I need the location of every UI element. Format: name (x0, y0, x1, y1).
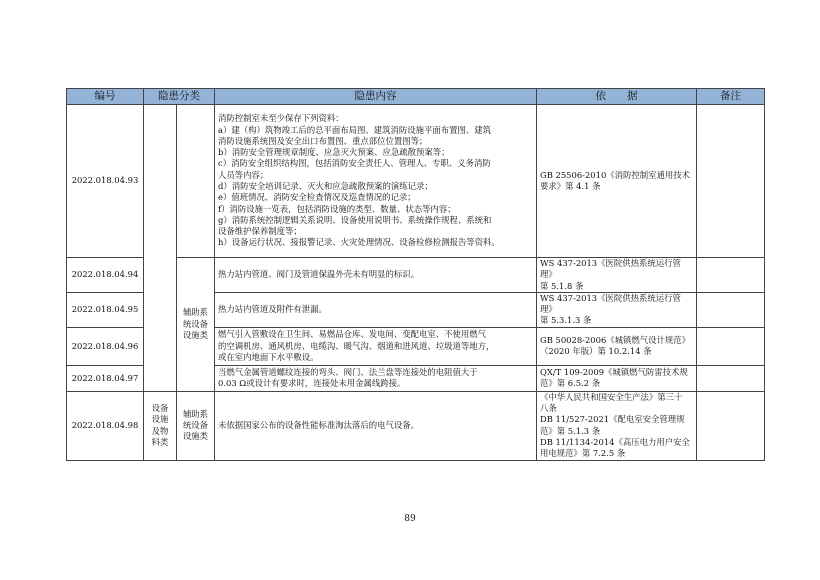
remarks-cell (697, 105, 765, 258)
hazard-content: 热力站内管道、阀门及管道保温外壳未有明显的标识。 (215, 258, 537, 293)
subcategory-cell: 辅助系 统设备 设施类 (177, 258, 215, 392)
header-content: 隐患内容 (215, 89, 537, 105)
category-cell: 设备 设施 及物 料类 (144, 391, 177, 460)
table-row (67, 391, 765, 460)
row-number: 2022.018.04.96 (67, 327, 144, 365)
table-row (67, 105, 765, 258)
hazard-table (66, 88, 765, 461)
row-number: 2022.018.04.94 (67, 258, 144, 293)
row-number: 2022.018.04.95 (67, 292, 144, 327)
page-number: 89 (404, 514, 416, 524)
remarks-cell (697, 327, 765, 365)
remarks-cell (697, 292, 765, 327)
header-remarks: 备注 (697, 89, 765, 105)
row-number: 2022.018.04.93 (67, 105, 144, 258)
category-cell-empty (144, 105, 177, 392)
basis-cell: GB 25506-2010《消防控制室通用技术 要求》第 4.1 条 (537, 105, 697, 258)
hazard-content: 消防控制室未至少保存下列资料： a）建（构）筑物竣工后的总平面布局图、建筑消防设施平面布置图、建筑 消防设施系统图及安全出口布置图、重点部位位置图等； b）消防安全管理规章制度、应急灭火预案、应急疏散预案等； c）消防安全组织结构图，包括消防安全责任人、管理人、专职、义务消防 人员等内容； d）消防安全培训记录、灭火和应急疏散预案的演练记录； e）值班情况、消防安全检查情况及巡查情况的记录； f）消防设施一览表，包括消防设施的类型、数量、状态等内容； g）消防系统控制逻辑关系说明、设备使用说明书、系统操作规程、系统和 设备维护保养制度等； h）设备运行状况、接报警记录、火灾处理情况、设备检修检测报告等资料。 (215, 105, 537, 258)
header-number: 编号 (67, 89, 144, 105)
row-number: 2022.018.04.98 (67, 391, 144, 460)
remarks-cell (697, 365, 765, 391)
remarks-cell (697, 391, 765, 460)
remarks-cell (697, 258, 765, 293)
basis-cell: WS 437-2013《医院供热系统运行管理》 第 5.1.8 条 (537, 258, 697, 293)
hazard-content: 当燃气金属管道螺纹连接的弯头、阀门、法兰盘等连接处的电阻值大于 0.03 Ω或设计有要求时，连接处未用金属线跨接。 (215, 365, 537, 391)
row-number: 2022.018.04.97 (67, 365, 144, 391)
basis-cell: WS 437-2013《医院供热系统运行管理》 第 5.3.1.3 条 (537, 292, 697, 327)
header-category: 隐患分类 (144, 89, 215, 105)
hazard-content: 热力站内管道及附件有泄漏。 (215, 292, 537, 327)
hazard-content: 未依据国家公布的设备性能标准淘汰落后的电气设备。 (215, 391, 537, 460)
table-header-row (67, 89, 765, 105)
header-basis: 依 据 (537, 89, 697, 105)
subcategory-cell-empty (177, 105, 215, 258)
hazard-content: 燃气引入管敷设在卫生间、易燃品仓库、发电间、变配电室、不使用燃气 的空调机房、通风机房、电缆沟、暖气沟、烟道和进风道、垃圾道等地方， 或在室内地面下水平敷设。 (215, 327, 537, 365)
subcategory-cell: 辅助系 统设备 设施类 (177, 391, 215, 460)
basis-cell: QX/T 109-2009《城镇燃气防雷技术规 范》第 6.5.2 条 (537, 365, 697, 391)
basis-cell: GB 50028-2006《城镇燃气设计规范》 （2020 年版）第 10.2.14 条 (537, 327, 697, 365)
basis-cell: 《中华人民共和国安全生产法》第三十 八条 DB 11/527-2021《配电室安全管理规 范》第 5.1.3 条 DB 11/1134-2014《高压电力用户安全 用电规范》第 7.2.5 条 (537, 391, 697, 460)
